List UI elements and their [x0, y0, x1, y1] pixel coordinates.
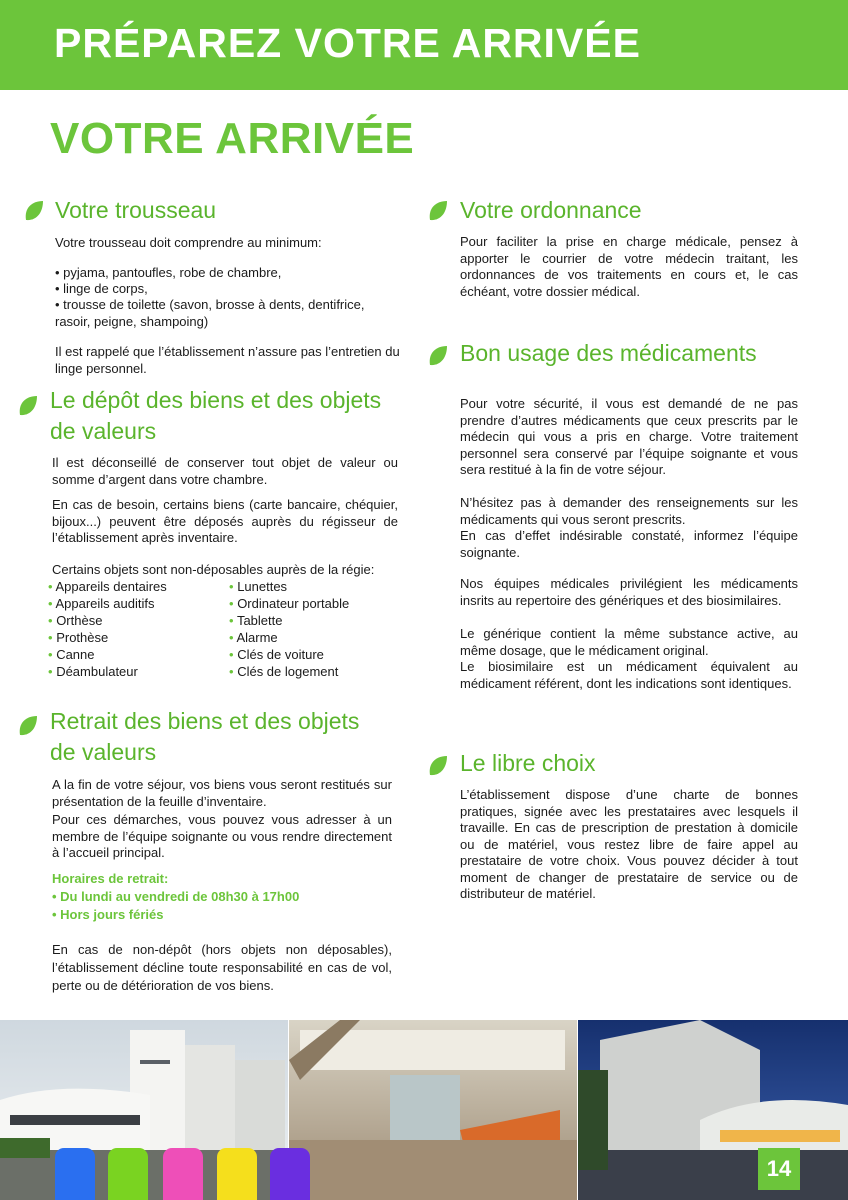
medicaments-paragraph: Pour votre sécurité, il vous est demandé de ne pas prendre d’autres médicaments que ceux prescrits par le médecin qui vous a pris en charge. Votre traitement personnel sera conservé par l’équipe soignante et vous sera restitué à la fin de votre séjour. [460, 396, 798, 477]
list-item: • Lunettes [229, 579, 288, 594]
list-item: • Ordinateur portable [229, 596, 350, 611]
leaf-icon [24, 200, 44, 222]
list-item: • Appareils auditifs [48, 596, 155, 611]
list-item: • Appareils dentaires [48, 579, 167, 594]
list-item: • Prothèse [48, 630, 109, 645]
list-item: • Clés de voiture [229, 647, 324, 662]
banner-title: PRÉPAREZ VOTRE ARRIVÉE [54, 20, 641, 66]
choix-heading: Le libre choix [460, 750, 596, 776]
list-item: • Alarme [229, 630, 278, 645]
list-item: • Canne [48, 647, 95, 662]
hours-weekdays: • Du lundi au vendredi de 08h30 à 17h00 [52, 889, 300, 904]
page-number: 14 [758, 1148, 800, 1190]
depot-heading-line2: de valeurs [50, 418, 157, 444]
leaf-icon [18, 395, 38, 417]
depot-list-intro: Certains objets sont non-déposables auprès de la régie: [52, 562, 375, 577]
trousseau-item: • linge de corps, [55, 281, 148, 296]
trousseau-heading: Votre trousseau [55, 197, 217, 223]
medicaments-heading: Bon usage des médicaments [460, 340, 757, 366]
leaf-icon [428, 345, 448, 367]
color-swatch [163, 1148, 203, 1200]
trousseau-item: • pyjama, pantoufles, robe de chambre, [55, 265, 282, 280]
retrait-paragraph: A la fin de votre séjour, vos biens vous seront restitués sur présentation de la feuille d’inventaire. [52, 777, 392, 809]
color-swatch [217, 1148, 257, 1200]
leaf-icon [428, 755, 448, 777]
list-item: • Déambulateur [48, 664, 138, 679]
trousseau-note: Il est rappelé que l’établissement n’assure pas l’entretien du linge personnel. [55, 344, 400, 376]
trousseau-item: • trousse de toilette (savon, brosse à dents, dentifrice, rasoir, peigne, shampoing) [55, 297, 365, 329]
depot-paragraph: Il est déconseillé de conserver tout objet de valeur ou somme d’argent dans votre chambre. [52, 455, 398, 487]
depot-heading-line1: Le dépôt des biens et des objets [50, 387, 382, 413]
choix-paragraph: L’établissement dispose d’une charte de bonnes pratiques, signée avec les prestataires avec lesquels il travaille. En cas de prescription de prestation à domicile ou de matériel, vous restez libre de faire appel au prestataire de votre choix. Vous pouvez décider à tout moment de changer de prestataire de service ou de distributeur de matériel. [460, 787, 798, 901]
non-deposable-list-1 [48, 578, 167, 680]
depot-paragraph: En cas de besoin, certains biens (carte bancaire, chéquier, bijoux...) peuvent être déposés auprès du régisseur de l’établissement après inventaire. [52, 497, 398, 545]
modern-building-photo [578, 1020, 848, 1200]
retrait-heading-line1: Retrait des biens et des objets [50, 708, 360, 734]
medicaments-paragraph: N’hésitez pas à demander des renseignements sur les médicaments qui vous seront prescrits. [460, 495, 798, 527]
medicaments-paragraph: Nos équipes médicales privilégient les médicaments insrits au repertoire des génériques et des biosimilaires. [460, 576, 798, 608]
list-item: • Tablette [229, 613, 283, 628]
retrait-disclaimer: En cas de non-dépôt (hors objets non déposables), l’établissement décline toute responsabilité en cas de vol, perte ou de détérioration de vos biens. [52, 942, 392, 993]
color-swatch [55, 1148, 95, 1200]
retrait-heading-line2: de valeurs [50, 739, 157, 765]
leaf-icon [18, 715, 38, 737]
retrait-paragraph: Pour ces démarches, vous pouvez vous adresser à un membre de l’équipe soignante ou vous rendre directement à l’accueil principal. [52, 812, 392, 860]
color-swatch [108, 1148, 148, 1200]
header-banner [0, 0, 848, 90]
hours-holidays: • Hors jours fériés [52, 907, 164, 922]
ordonnance-paragraph: Pour faciliter la prise en charge médicale, pensez à apporter le courrier de votre médecin traitant, les ordonnances de vos traitements en cours et, le cas échéant, votre dossier médical. [460, 234, 798, 299]
medicaments-paragraph: Le biosimilaire est un médicament équivalent au médicament référent, dont les indications sont identiques. [460, 659, 798, 691]
non-deposable-list-2 [229, 578, 349, 680]
color-swatch [270, 1148, 310, 1200]
list-item: • Orthèse [48, 613, 103, 628]
hours-title: Horaires de retrait: [52, 871, 169, 886]
medicaments-paragraph: Le générique contient la même substance active, au même dosage, que le médicament original. [460, 626, 798, 658]
trousseau-intro: Votre trousseau doit comprendre au minimum: [55, 235, 322, 250]
medicaments-paragraph: En cas d’effet indésirable constaté, informez l’équipe soignante. [460, 528, 798, 560]
hall-photo [289, 1020, 577, 1200]
page-title: VOTRE ARRIVÉE [50, 114, 415, 163]
list-item: • Clés de logement [229, 664, 339, 679]
ordonnance-heading: Votre ordonnance [460, 197, 642, 223]
leaf-icon [428, 200, 448, 222]
